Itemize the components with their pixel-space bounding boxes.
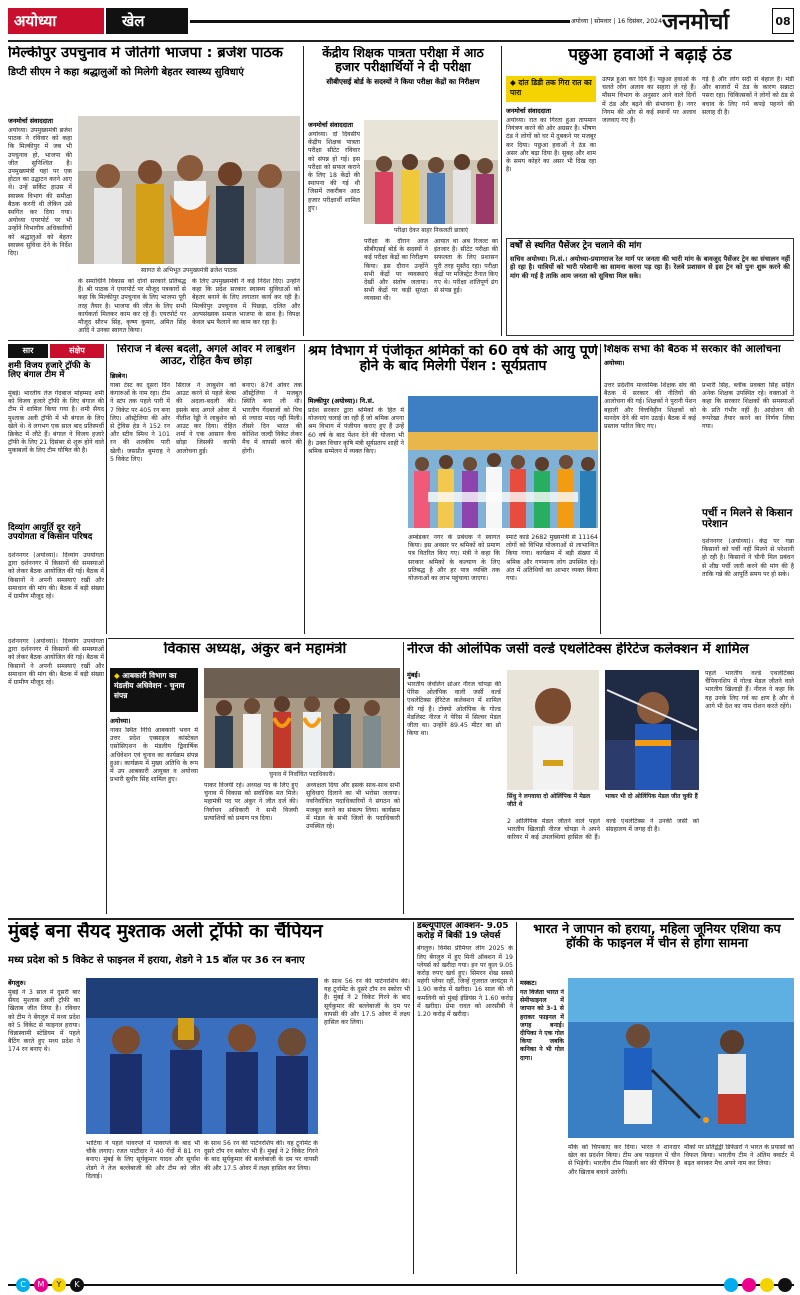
education-col1 xyxy=(604,382,696,634)
brief1-headline: शमी विजय हजारे ट्रॉफी के लिए बंगाल टीम में xyxy=(8,361,91,381)
mushtaq-photo xyxy=(86,978,318,1134)
milkipur-body-2: के समाधिनि विकास को दोनों सरकारें प्रतिबद्ध हैं। श्री पाठक ने एयरपोर्ट पर मौजूद पत्रकारों से कहा कि मिल्कीपुर उपचुनाव के लिए भाजपा पूरी तरह तैयार है। भाजपा की जीत के लिए सभी कार्यकर्ता मिलकर काम कर रहे हैं। एयरपोर्ट पर मौजूद सौरभ सिंह, कृष्ण कुमार, अमित सिंह आदि ने उनका स्वागत किया। xyxy=(78,278,186,335)
pension-photo xyxy=(408,396,598,528)
brief2-continued: दर्शननगर (अयोध्या)। दिव्यांग उपयोगता द्वारा दर्शननगर में किसानों की समस्याओं को लेकर बैठक आयोजित की गई। बैठक में किसानों ने अपनी समस्याएं रखीं और समाधान की मांग की। बैठक में बड़ी संख्या में ग्रामीण मौजूद रहे। xyxy=(8,638,104,687)
vrule-2 xyxy=(501,46,502,336)
brief-sidebar-lower xyxy=(8,638,104,914)
pension-col2 xyxy=(408,534,500,634)
brief-tags xyxy=(8,344,104,358)
wpl-body: बेंगलुरु। विमेंस प्रीमियर लीग 2025 के लिए बेंगलुरु में हुए मिनी ऑक्शन में 19 प्लेयर्स को खरीदा गया। इन पर कुल 9.05 करोड़ रुपए खर्च हुए। सिमरन शेख सबसे महंगी प्लेयर रहीं, जिन्हें गुजरात जायंट्स ने 1.90 करोड़ में खरीदा। 16 साल की जी कमलिनी को मुंबई इंडियंस ने 1.60 करोड़ में खरीदा। प्रेमा रावत को आरसीबी ने 1.20 करोड़ में खरीदा। xyxy=(417,945,513,1018)
teacher-col1 xyxy=(308,120,360,334)
top-rule xyxy=(8,40,794,42)
wpl-article xyxy=(417,922,513,1274)
ankur-body-2: पाकर विजयी रहे। अध्यक्ष पद के लिए हुए चुनाव में विकास को सर्वाधिक मत मिले। महामंत्री पद पर अंकुर ने जीत दर्ज की। निर्वाचन अधिकारी ने सभी विजयी प्रत्याशियों को प्रमाण पत्र दिया। xyxy=(204,782,298,822)
pension-body-1: प्रदेश सरकार द्वारा श्रमिकों के हित में योजनाएं चलाई जा रही हैं जो श्रमिक अपना श्रम विभाग में पंजीयन कराए हुए हैं उन्हें 60 वर्ष के बाद पेंशन देने की योजना भी है। उक्त विचार कृषि मंत्री सूर्यप्रताप शाही ने श्रमिक सम्मेलन में व्यक्त किए। xyxy=(308,407,404,456)
vrule-9 xyxy=(516,922,517,1274)
weather-col2 xyxy=(602,76,696,234)
vrule-8 xyxy=(413,922,414,1274)
education-col2 xyxy=(702,382,794,502)
ankur-kicker-icon: ◆ xyxy=(114,671,123,680)
ankur-article xyxy=(110,642,400,914)
vrule-3 xyxy=(106,344,107,634)
swatch-magenta-right xyxy=(742,1278,756,1292)
milkipur-byline: जनमोर्चा संवाददाता xyxy=(8,117,53,125)
brief-tag-1: सार xyxy=(8,344,48,358)
pension-headline: श्रम विभाग में पंजीकृत श्रमिकों को 60 वर्ष की आयु पूर्ण होने के बाद मिलेगी पेंशन : सूर्यप्रताप xyxy=(308,344,598,375)
teacher-body-3: आयात था अब रिजल्ट का इंतजार है। सीटेट परीक्षा की सफलता के लिए प्रशासन पूरी तरह मुस्तैद रहा। परीक्षा केंद्रों पर मजिस्ट्रेट तैनात किए गए थे। परीक्षा शांतिपूर्ण ढंग से संपन्न हुई। xyxy=(434,238,498,295)
ankur-col2 xyxy=(204,782,298,914)
hrule-1 xyxy=(8,340,794,341)
teacher-caption: परीक्षा देकर बाहर निकलती छात्राएं xyxy=(393,227,469,234)
header-rule xyxy=(190,20,570,23)
neeraj-col3 xyxy=(705,670,794,914)
mushtaq-body-4: के साथ 56 रन की पार्टनरशिप की। यह टूर्नामेंट के दूसरे टॉप रन स्कोरर भी हैं। मुंबई ने 2 विकेट गिरने के बाद सूर्यकुमार की बल्लेबाजी के दम पर वापसी की और 17.5 ओवर में लक्ष्य हासिल कर लिया। xyxy=(324,978,410,1027)
mushtaq-col4 xyxy=(324,978,410,1274)
siraj-body-1: गाबा टेस्ट का दूसरा दिन कंगारुओं के नाम रहा। टीम ने स्टंप तक पहले पारी में 7 विकेट पर 405 रन बना लिए। ऑस्ट्रेलिया की ओर से ट्रेविस हेड ने 152 रन और स्टीव स्मिथ ने 101 रन की शतकीय पारी खेली। जसप्रीत बुमराह ने 5 विकेट लिए। xyxy=(110,382,170,463)
milkipur-body-1: अयोध्या। उपमुख्यमंत्री ब्रजेश पाठक ने रविवार को कहा कि मिल्कीपुर में जब भी उपचुनाव हो, भाजपा की जीत सुनिश्चित है। उपमुख्यमंत्री यहां पर एक होटल का उद्घाटन करने आए थे। उन्हें सर्किट हाउस में स्वास्थ्य विभाग की समीक्षा बैठक करनी थी लेकिन उसे स्थगित कर दिया गया। अयोध्या एयरपोर्ट पर भी उन्होंने विभागीय अधिकारियों को श्रद्धालुओं को बेहतर स्वास्थ्य सुविधा देने के निर्देश दिए। xyxy=(8,127,72,258)
brief-tag-2: संक्षेप xyxy=(50,344,104,358)
milkipur-photo-art xyxy=(78,116,300,264)
vrule-4 xyxy=(304,344,305,634)
hockey-photo xyxy=(568,978,794,1138)
pension-photo-art xyxy=(408,396,598,528)
mushtaq-byline: बेंगलुरु। xyxy=(8,979,26,987)
ankur-kicker-text: आबकारी विभाग का मंडलीय अधिवेशन - चुनाव संपन्न xyxy=(114,671,185,700)
weather-kicker-icon: ◆ xyxy=(510,78,519,87)
pension-body-3: स्मार्ट कार्ड 2682 मुख्यमंत्री से 11164 लोगों को विभिन्न योजनाओं से लाभान्वित किया गया। कार्यक्रम में बड़ी संख्या में श्रमिक और गणमान्य लोग उपस्थित रहे। अंत में अतिथियों का आभार व्यक्त किया गया। xyxy=(506,534,598,583)
neeraj-photo xyxy=(605,670,699,790)
swatch-magenta: M xyxy=(34,1278,48,1292)
weather-kicker-text: दांत डिडी तक गिरा रात का पारा xyxy=(510,78,592,97)
sindhu-photo xyxy=(507,670,599,790)
mushtaq-article xyxy=(8,922,410,1274)
milkipur-headline: मिल्कीपुर उपचुनाव में जीतेगी भाजपा : ब्रजेश पाठक xyxy=(8,46,283,61)
mushtaq-headline: मुंबई बना सैयद मुश्ताक अली ट्रॉफी का चैंपियन xyxy=(8,922,323,942)
kisan-headline: पर्ची न मिलने से किसान परेशान xyxy=(702,507,793,531)
mushtaq-col2 xyxy=(86,1140,200,1274)
weather-headline: पछुआ हवाओं ने बढ़ाई ठंड xyxy=(568,46,732,65)
education-byline: अयोध्या। xyxy=(604,359,625,368)
mushtaq-body-1: मुंबई ने 3 साल में दूसरी बार सैयद मुश्ताक अली ट्रॉफी का खिताब जीत लिया है। रविवार को टीम ने बेंगलुरु में मध्य प्रदेश को 5 विकेट से फाइनल हराया। चिन्नास्वामी स्टेडियम में पहले बैटिंग करते हुए मध्य प्रदेश ने 174 रन बनाए थे। xyxy=(8,989,80,1054)
mushtaq-col3 xyxy=(204,1140,318,1274)
ankur-body-1: नाका स्थित निधि आबकारी भवन में उत्तर प्रदेश एक्साइज कांस्टेबल एसोसिएशन के मंडलीय द्विवार्षिक अधिवेशन एवं चुनाव का कार्यक्रम संपन्न हुआ। कार्यक्रम में मुख्य अतिथि के रूप में उप आबकारी आयुक्त व अयोध्या प्रभारी सुधीर सिंह शामिल हुए। xyxy=(110,727,198,784)
neeraj-col1 xyxy=(407,670,501,914)
siraj-col2 xyxy=(176,382,236,634)
footer-bar xyxy=(8,1278,794,1292)
pension-article xyxy=(308,344,598,634)
bhaker-caption: भाकर भी दो ओलिंपिक मेडल जीत चुकी हैं xyxy=(605,793,698,800)
milkipur-article xyxy=(8,46,300,336)
mushtaq-photo-art xyxy=(86,978,318,1134)
education-article xyxy=(604,344,794,634)
ankur-photo xyxy=(204,668,400,768)
education-body-2: प्रभारी सिंह, ब्लॉक प्रवक्ता सिंह सहित अनेक शिक्षक उपस्थित रहे। वक्ताओं ने कहा कि सरकार शिक्षकों की समस्याओं के प्रति गंभीर नहीं है। आंदोलन की रूपरेखा तैयार करने का निर्णय लिया गया। xyxy=(702,382,794,431)
swatch-yellow: Y xyxy=(52,1278,66,1292)
teacher-col2 xyxy=(364,238,428,334)
teacher-body-2: परीक्षा के दौरान आज सीबीएसई बोर्ड के सदस्यों ने कई परीक्षा केंद्रों का निरीक्षण किया। इस दौरान उन्होंने सभी केंद्रों पर व्यवस्थाएं देखीं और संतोष जताया। सभी केंद्रों पर कड़ी सुरक्षा व्यवस्था थी। xyxy=(364,238,428,303)
mushtaq-col1 xyxy=(8,978,80,1274)
swatch-cyan-right xyxy=(724,1278,738,1292)
weather-body-1: अयोध्या। रात का गिरता हुआ तापमान नियंत्रण करने की ओर अग्रसर है। भीषण ठंड ने लोगों को घर में दुबकने पर मजबूर कर दिया। पछुआ हवाओं ने ठंड का असर और बढ़ा दिया है। सुबह और शाम के समय कोहरे का असर भी दिख रहा है। xyxy=(506,117,596,174)
milkipur-photo xyxy=(78,116,300,264)
ankur-col3 xyxy=(306,782,400,914)
sindhu-photo-art xyxy=(507,670,599,790)
hockey-body-2: मौके को चिपकाए कर दिया। भारत ने शानदार खेल का प्रदर्शन किया। टीम अब फाइनल में चीन से भिड़ेगी। भारतीय टीम पिछली बार की चैंपियन है और खिताब बचाने उतरेगी। xyxy=(568,1144,680,1176)
section-name-tab xyxy=(106,8,188,34)
siraj-article xyxy=(110,344,302,634)
weather-col1 xyxy=(506,106,596,234)
siraj-col1 xyxy=(110,382,170,634)
education-headline: शिक्षक सभा की बैठक में सरकार की आलोचना xyxy=(604,344,781,355)
neeraj-body-2: 2 ओलिंपिक मेडल जीतने वाले पहले भारतीय खिलाड़ी नीरज चोपड़ा ने अपने करियर में कई उपलब्धियां हासिल की हैं। वर्ल्ड एथलेटिक्स ने उनकी जर्सी को संग्रहालय में जगह दी है। xyxy=(507,818,699,842)
hockey-col1 xyxy=(520,978,564,1274)
milkipur-text-col1 xyxy=(8,116,72,336)
siraj-col3 xyxy=(242,382,302,634)
milkipur-body-3: के लिए उपमुख्यमंत्री ने कई निर्देश दिए। उन्होंने कहा कि प्रदेश सरकार स्वास्थ्य सुविधाओं को बेहतर बनाने के लिए लगातार कार्य कर रही है। मिल्कीपुर उपचुनाव में पिछड़ा, दलित और अल्पसंख्यक समाज भाजपा के साथ है। विपक्ष केवल भ्रम फैलाने का काम कर रहा है। xyxy=(192,278,300,327)
weather-body-2: उत्पन्न हुआ कर दिये हैं। पछुआ हवाओं के चलते लोग अलाव का सहारा ले रहे हैं। मौसम विभाग के अनुसार आने वाले दिनों में ठंड और बढ़ने की संभावना है। नगर निगम की ओर से कई स्थानों पर अलाव जलवाए गए हैं। xyxy=(602,76,696,125)
kisan-body: दर्शननगर (अयोध्या)। केंद्र पर गन्ना किसानों को पर्ची नहीं मिलने से परेशानी हो रही है। किसानों ने चीनी मिल प्रबंधन से शीघ्र पर्ची जारी करने की मांग की है ताकि गन्ने की आपूर्ति समय पर हो सके। xyxy=(702,538,794,578)
brief1-body: मुंबई। भारतीय तेज गेंदबाज मोहम्मद शमी को विजय हजारे ट्रॉफी के लिए बंगाल की टीम में शामिल किया गया है। शमी सैयद मुश्ताक अली ट्रॉफी में भी बंगाल के लिए खेले थे। वे लगभग एक साल बाद प्रतिस्पर्धी क्रिकेट में लौटे हैं। बंगाल ने विजय हजारे ट्रॉफी के लिए 21 दिसंबर से शुरू होने वाले मुकाबलों के लिए टीम घोषित की है। xyxy=(8,390,104,455)
neeraj-photo-art xyxy=(605,670,699,790)
weather-col3 xyxy=(702,76,794,234)
hockey-headline: भारत ने जापान को हराया, महिला जूनियर एशिया कप हॉकी के फाइनल में चीन से होगा सामना xyxy=(533,922,781,950)
ankur-photo-art xyxy=(204,668,400,768)
weather-kicker xyxy=(506,76,596,102)
mushtaq-body-3: के साथ 56 रन की पार्टनरशिप की। यह टूर्नामेंट के दूसरे टॉप रन स्कोरर भी हैं। मुंबई ने 2 विकेट गिरने के बाद सूर्यकुमार की बल्लेबाजी के दम पर वापसी की और 17.5 ओवर में लक्ष्य हासिल कर लिया। xyxy=(204,1140,318,1172)
sindhu-caption: सिंधु ने लगवाया दो ओलिंपिक में मेडल जीते थे xyxy=(507,793,591,808)
neeraj-body-3: पहले भारतीय वर्ल्ड एथलेटिक्स चैंपियनशिप में गोल्ड मेडल जीतने वाले भारतीय खिलाड़ी हैं। नीरज ने कहा कि यह उनके लिए गर्व का क्षण है और वे आगे भी देश का नाम रोशन करते रहेंगे। xyxy=(705,670,794,710)
page-number xyxy=(772,8,794,34)
brief2-headline: दिव्यांग आयुर्ति दूर रहने उपयोगता व किसान परिषद xyxy=(8,523,93,543)
mushtaq-subhead: मध्य प्रदेश को 5 विकेट से फाइनल में हराया, शेडगे ने 15 बॉल पर 36 रन बनाए xyxy=(8,955,305,966)
teacher-byline: जनमोर्चा संवाददाता xyxy=(308,121,353,129)
swatch-yellow-right xyxy=(760,1278,774,1292)
wpl-headline: डब्ल्यूपीएल ऑक्शन- 9.05 करोड़ में बिकीं 19 प्लेयर्स xyxy=(417,922,509,941)
siraj-body-2: सिराज ने लाबुशेन को आउट करने से पहले बेल्स की अदला-बदली की। इसके बाद अगले ओवर में नीतीश रेड्डी ने लाबुशेन को आउट कर दिया। रोहित शर्मा ने एक आसान कैच छोड़ा जिसकी काफी आलोचना हुई। xyxy=(176,382,236,455)
neeraj-headline: नीरज की ओलंपिक जर्सी वर्ल्ड एथलेटिक्स हेरिटेज कलेक्शन में शामिल xyxy=(407,642,749,657)
siraj-headline: सिराज ने बेल्स बदलीं, अगले ओवर में लाबुशेन आउट, रोहित कैच छोड़ा xyxy=(117,344,295,367)
milkipur-caption: स्वागत से अभिभूत उपमुख्यमंत्री ब्रजेश पाठक xyxy=(140,267,238,274)
pension-col1 xyxy=(308,396,404,634)
ankur-caption: चुनाव में निर्वाचित पदाधिकारी। xyxy=(269,771,335,778)
hockey-body-3: मौकों पर प्रतिद्वंद्वी डिफेंडरों ने भारत के प्रयासों को विफल किया। भारतीय टीम ने अंतिम क्वार्टर में बढ़त बनाकर मैच अपने नाम कर लिया। xyxy=(684,1144,794,1168)
neeraj-article xyxy=(407,642,794,914)
ankur-kicker xyxy=(110,668,198,712)
ankur-col1 xyxy=(110,716,198,914)
brief2-body: दर्शननगर (अयोध्या)। दिव्यांग उपयोगता द्वारा दर्शननगर में किसानों की समस्याओं को लेकर बैठक आयोजित की गई। बैठक में किसानों ने अपनी समस्याएं रखीं और समाधान की मांग की। बैठक में बड़ी संख्या में ग्रामीण मौजूद रहे। xyxy=(8,552,104,601)
swatch-black-right xyxy=(778,1278,792,1292)
pension-body-2: अम्बेडकर नगर के प्रबंधक ने स्वागत किया। इस अवसर पर श्रमिकों को प्रमाण पत्र वितरित किए गए। मंत्री ने कहा कि सरकार श्रमिकों के कल्याण के लिए प्रतिबद्ध है और हर पात्र व्यक्ति तक योजनाओं का लाभ पहुंचाया जाएगा। xyxy=(408,534,500,583)
weather-article xyxy=(506,46,794,234)
weather-body-3: गई है और लोग सर्दी से बेहाल हैं। मंडी और बाजारों में ठंड के कारण सन्नाटा पसरा रहा। चिकित्सकों ने लोगों को ठंड से बचाव के लिए गर्म कपड़े पहनने की सलाह दी है। xyxy=(702,76,794,116)
pension-col3 xyxy=(506,534,598,634)
masthead xyxy=(8,6,794,36)
neeraj-body-1: भारतीय जेवलिन थ्रोअर नीरज चोपड़ा की पेरिस ओलंपिक वाली जर्सी वर्ल्ड एथलेटिक्स हेरिटेज कलेक्शन में शामिल की गई है। टोक्यो ओलंपिक के गोल्ड मेडलिस्ट नीरज ने पेरिस में सिल्वर मेडल जीता था। उन्होंने 89.45 मीटर का थ्रो किया था। xyxy=(407,681,501,738)
teacher-subhead: सीबीएसई बोर्ड के सदस्यों ने किया परीक्षा केंद्रों का निरीक्षण xyxy=(326,76,480,86)
pension-byline: मिल्कीपुर (अयोध्या)। नि.सं. xyxy=(308,397,375,405)
section-city: अयोध्या xyxy=(14,12,57,30)
swatch-cyan: C xyxy=(16,1278,30,1292)
mushtaq-subhead-bar xyxy=(8,952,410,972)
teacher-body-1: अयोध्या। दो दिवसीय केंद्रीय शिक्षक पात्रता परीक्षा सीटेट रविवार को संपन्न हो गई। इस परीक्षा को सफल कराने के लिए 18 केंद्रों की स्थापना की गई थी जिसमें तकरीबन आठ हजार परीक्षार्थी शामिल हुए। xyxy=(308,131,360,212)
teacher-photo-art xyxy=(364,120,498,224)
swatch-black: K xyxy=(70,1278,84,1292)
vrule-5 xyxy=(600,344,601,634)
train-box xyxy=(506,238,794,336)
footer-rule xyxy=(8,1284,794,1286)
ankur-body-3: अध्यक्षता दिया और इसके साथ-साथ सभी सुविधाएं दिलाने का भी भरोसा जताया। नवनिर्वाचित पदाधिकारियों ने संगठन को मजबूत करने का संकल्प लिया। कार्यक्रम में मंडल के सभी जिलों के पदाधिकारी उपस्थित रहे। xyxy=(306,782,400,831)
teacher-article xyxy=(308,46,498,336)
vrule-6 xyxy=(106,638,107,914)
milkipur-subhead: डिप्टी सीएम ने कहा श्रद्धालुओं को मिलेगी बेहतर स्वास्थ्य सुविधाएं xyxy=(8,66,244,78)
train-body: सचिव अयोध्या। नि.सं.। अयोध्या-प्रयागराज रेल मार्ग पर जनता की भारी मांग के बावजूद पैसेंजर ट्रेन का संचालन नहीं हो रहा है। यात्रियों को भारी परेशानी का सामना करना पड़ रहा है। रेलवे प्रशासन से इस ट्रेन को पुनः शुरू करने की मांग की गई है ताकि आम जनता को सुविधा मिल सके। xyxy=(510,254,790,280)
hockey-photo-art xyxy=(568,978,794,1138)
weather-byline: जनमोर्चा संवाददाता xyxy=(506,107,551,115)
mushtaq-body-2: भाटिया ने पहले पावरप्ले में पावरप्ले के बाद भी चौके लगाए। रजत पाटीदार ने 40 गेंदों में 81 रन बनाए। मुंबई के लिए सूर्यकुमार यादव और सूर्यांश शेडगे ने तेज बल्लेबाजी की और टीम को जीत दिलाई। xyxy=(86,1140,200,1180)
hockey-body-1: गत विजेता भारत ने सेमीफाइनल में जापान को 3-1 से हराकर फाइनल में जगह बनाई। दीपिका ने एक गोल किया जबकि कनिका ने भी गोल दागा। xyxy=(520,989,564,1062)
neeraj-byline: मुंबई। xyxy=(407,671,421,679)
ankur-headline: विकास अध्यक्ष, अंकुर बने महामंत्री xyxy=(163,642,347,657)
teacher-headline: केंद्रीय शिक्षक पात्रता परीक्षा में आठ हजार परीक्षार्थियों ने दी परीक्षा xyxy=(322,46,484,74)
hockey-col2 xyxy=(568,1144,680,1274)
vrule-1 xyxy=(303,46,304,336)
hockey-article xyxy=(520,922,794,1274)
teacher-photo xyxy=(364,120,498,224)
teacher-col3 xyxy=(434,238,498,334)
dateline: अयोध्या | सोमवार | 16 दिसंबर, 2024 xyxy=(570,18,662,25)
brief-sidebar xyxy=(8,344,104,634)
neeraj-col2 xyxy=(507,818,699,914)
brand-logo: जनमोर्चा xyxy=(662,10,730,35)
train-headline: वर्षों से स्थगित पैसेंजर ट्रेन चलाने की मांग xyxy=(510,241,642,251)
milkipur-text-col2 xyxy=(78,278,186,336)
page-number-text: 08 xyxy=(775,15,791,28)
hockey-byline: मस्कट। xyxy=(520,979,537,987)
vrule-7 xyxy=(403,642,404,914)
milkipur-text-col3 xyxy=(192,278,300,336)
hrule-2 xyxy=(108,638,794,639)
siraj-dateline: ब्रिस्बेन। xyxy=(110,372,128,381)
education-body-1: उत्तर प्रदेशीय माध्यमिक शिक्षक संघ की बैठक में सरकार की नीतियों की आलोचना की गई। शिक्षकों ने पुरानी पेंशन बहाली और वित्तविहीन शिक्षकों को मानदेय देने की मांग उठाई। बैठक में कई प्रस्ताव पारित किए गए। xyxy=(604,382,696,431)
section-name: खेल xyxy=(122,12,145,30)
hockey-col3 xyxy=(684,1144,794,1274)
section-city-tab xyxy=(8,8,104,34)
siraj-body-3: बनाए। 87वें ओवर तक ऑस्ट्रेलिया ने मजबूत स्थिति बना ली थी। भारतीय गेंदबाजों को पिच से ज्यादा मदद नहीं मिली। तीसरे दिन भारत की कोशिश जल्दी विकेट लेकर मैच में वापसी करने की होगी। xyxy=(242,382,302,455)
hrule-3 xyxy=(8,918,794,920)
ankur-byline: अयोध्या। xyxy=(110,717,131,725)
